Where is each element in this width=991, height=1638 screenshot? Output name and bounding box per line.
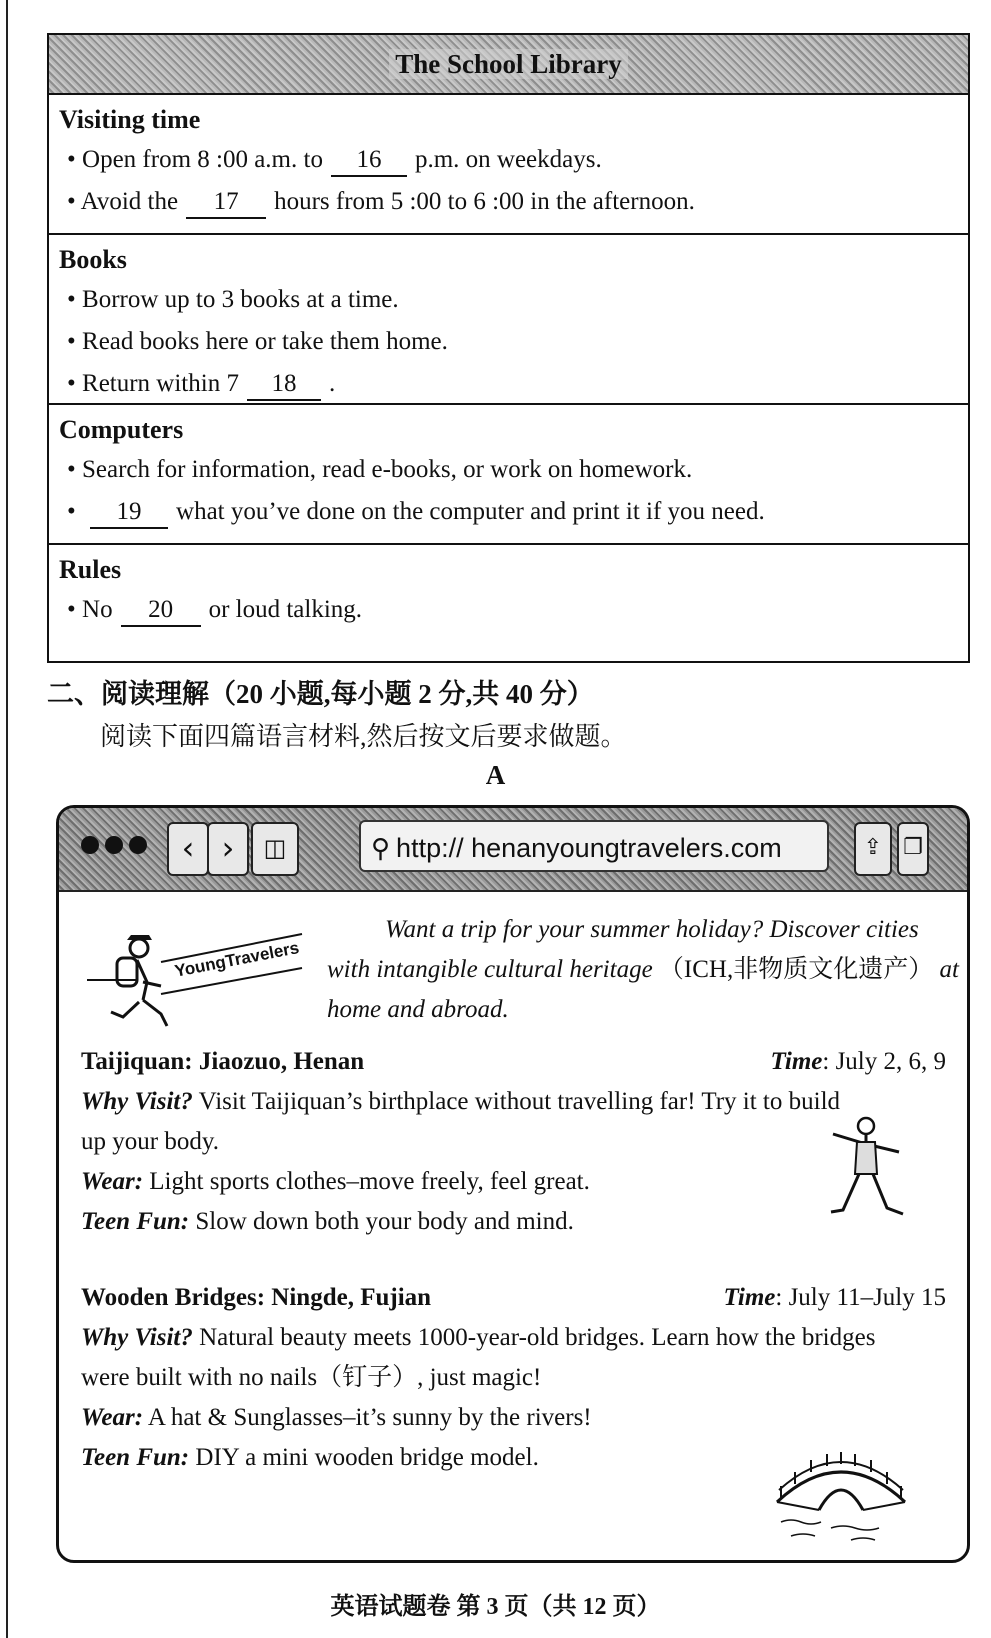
entry-time: Time: July 2, 6, 9 (770, 1048, 946, 1075)
bullet-line: • Borrow up to 3 books at a time. (67, 286, 399, 313)
section-heading: Visiting time (59, 105, 201, 134)
back-icon[interactable]: ‹ (167, 822, 209, 876)
tabs-icon[interactable]: ❐ (897, 822, 929, 876)
reading-instruction: 阅读下面四篇语言材料,然后按文后要求做题。 (100, 722, 627, 751)
passage-letter: A (485, 760, 506, 790)
logo-text: YoungTravelers (173, 938, 301, 981)
library-notice (47, 33, 970, 663)
page-margin-line (6, 0, 8, 1638)
blank-16[interactable]: 16 (331, 145, 407, 177)
sidebar-icon[interactable]: ◫ (251, 822, 299, 876)
teen-fun: Teen Fun: DIY a mini wooden bridge model. (81, 1444, 539, 1471)
entry-title: Taijiquan: Jiaozuo, Henan Time: July 2, 6, 9 (81, 1042, 946, 1082)
url-text: http:// henanyoungtravelers.com (396, 833, 782, 863)
section-rules (49, 545, 968, 661)
section-heading: Books (59, 245, 127, 274)
search-icon: ⚲ (371, 833, 391, 863)
wear: Wear: Light sports clothes–move freely, feel great. (81, 1168, 590, 1195)
section-books (49, 235, 968, 405)
why-visit: Why Visit? Natural beauty meets 1000-year-old bridges. Learn how the bridges were built with no nails（钉子）, just magic! (81, 1324, 876, 1391)
reading-section-heading: 二、阅读理解（20 小题,每小题 2 分,共 40 分） (47, 679, 594, 709)
blank-19[interactable]: 19 (90, 497, 168, 529)
section-visiting-time (49, 95, 968, 235)
intro-text: Want a trip for your summer holiday? Discover cities with intangible cultural heritage （ICH,非物质文化遗产） at home and abroad. (327, 916, 959, 1023)
bridge-icon (771, 1440, 911, 1548)
blank-18[interactable]: 18 (247, 369, 321, 401)
browser-window (56, 805, 970, 1563)
entry-time: Time: July 11–July 15 (723, 1284, 946, 1311)
entry-title: Wooden Bridges: Ningde, Fujian Time: July 11–July 15 (81, 1278, 946, 1318)
bullet-line: • Avoid the 17 hours from 5 :00 to 6 :00 in the afternoon. (59, 181, 958, 223)
blank-20[interactable]: 20 (121, 595, 201, 627)
window-dots-icon[interactable] (81, 836, 153, 859)
share-icon[interactable]: ⇪ (854, 822, 892, 876)
library-title: The School Library (49, 35, 968, 95)
bullet-line: • Return within 7 18 . (59, 363, 958, 405)
wear: Wear: A hat & Sunglasses–it’s sunny by the rivers! (81, 1404, 592, 1431)
taiji-figure-icon (821, 1112, 911, 1222)
section-heading: Computers (59, 415, 184, 444)
youngtravelers-logo (77, 922, 327, 1032)
bullet-line: • Read books here or take them home. (67, 328, 448, 355)
bullet-line: • Open from 8 :00 a.m. to 16 p.m. on weekdays. (59, 139, 958, 181)
section-computers (49, 405, 968, 545)
blank-17[interactable]: 17 (186, 187, 266, 219)
page-footer: 英语试题卷 第 3 页（共 12 页） (330, 1594, 661, 1620)
browser-toolbar (59, 808, 967, 892)
forward-icon[interactable]: › (207, 822, 249, 876)
bullet-line: • No 20 or loud talking. (59, 589, 958, 631)
section-heading: Rules (59, 555, 122, 584)
teen-fun: Teen Fun: Slow down both your body and mind. (81, 1208, 574, 1235)
bullet-line: • 19 what you’ve done on the computer and print it if you need. (59, 491, 958, 533)
entry-taijiquan (81, 1042, 946, 1242)
why-visit: Why Visit? Visit Taijiquan’s birthplace without travelling far! Try it to build up your body. (81, 1088, 841, 1155)
bullet-line: • Search for information, read e-books, or work on homework. (67, 456, 693, 483)
address-bar[interactable] (359, 820, 829, 872)
